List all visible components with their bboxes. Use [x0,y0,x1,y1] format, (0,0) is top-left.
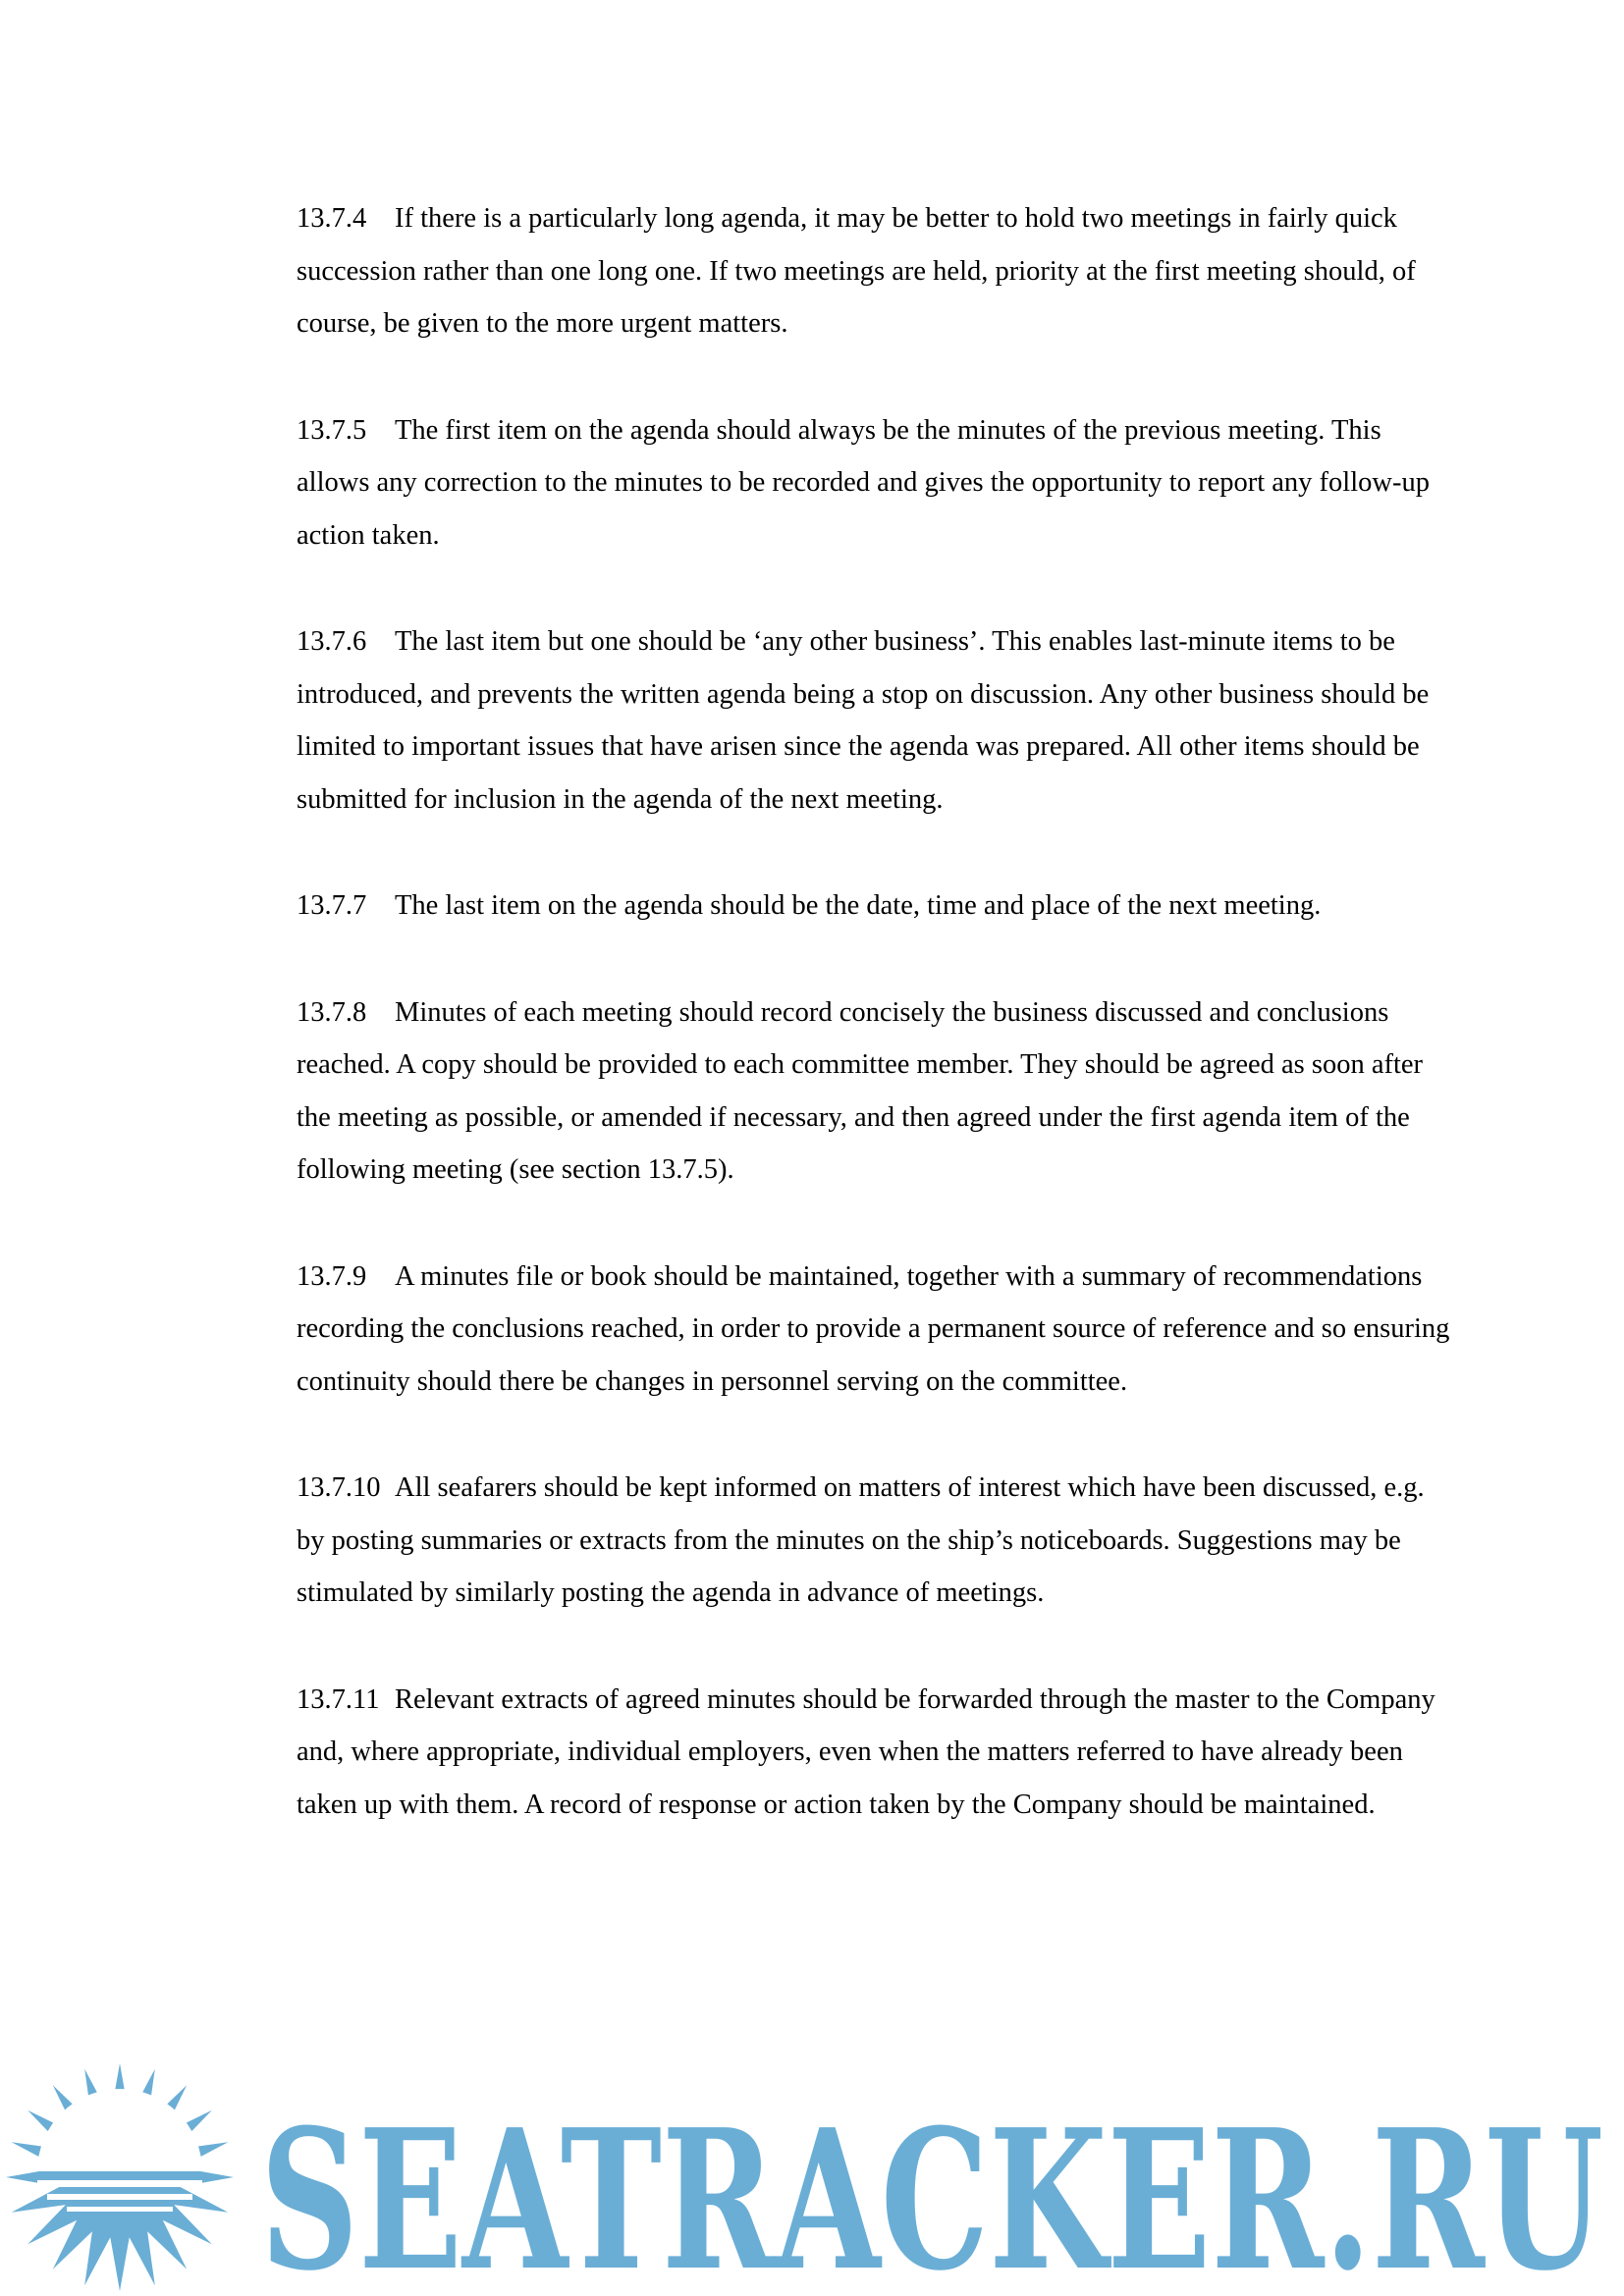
clause-13-7-5 [297,404,1455,562]
clause-number: 13.7.11 [297,1683,380,1715]
clause-number: 13.7.6 [297,626,367,657]
clause-text: The last item on the agenda should be the date, time and place of the next meeting. [395,890,1322,921]
clause-13-7-11 [297,1674,1455,1832]
watermark-text: SEATRACKER.RU [260,2088,1603,2296]
clause-text: A minutes file or book should be maintained, together with a summary of recommendations recording the conclusions reached, in order to provide a permanent source of reference and so ensuring continuity should there be changes in personnel serving on the committee. [297,1260,1450,1397]
watermark-banner [0,2061,1624,2296]
clause-number: 13.7.7 [297,890,367,921]
clause-number: 13.7.10 [297,1472,381,1503]
clause-text: All seafarers should be kept informed on matters of interest which have been discussed, e.g. by posting summaries or extracts from the minutes on the ship’s noticeboards. Suggestions may be stimulated by similarly posting the agenda in advance of meetings. [297,1472,1425,1608]
clause-text: The last item but one should be ‘any other business’. This enables last-minute items to be introduced, and prevents the written agenda being a stop on discussion. Any other business should be limited to important issues that have arisen since the agenda was prepared. All other items should be submitted for inclusion in the agenda of the next meeting. [297,626,1430,815]
clause-text: If there is a particularly long agenda, it may be better to hold two meetings in fairly quick succession rather than one long one. If two meetings are held, priority at the first meeting should, of course, be given to the more urgent matters. [297,203,1416,339]
clause-13-7-9 [297,1251,1455,1409]
clause-13-7-6 [297,615,1455,826]
clause-text: Relevant extracts of agreed minutes should be forwarded through the master to the Company and, where appropriate, individual employers, even when the matters referred to have already been taken up with them. A record of response or action taken by the Company should be maintained. [297,1683,1435,1820]
clause-text: Minutes of each meeting should record concisely the business discussed and conclusions reached. A copy should be provided to each committee member. They should be agreed as soon after the meeting as possible, or amended if necessary, and then agreed under the first agenda item of the following meeting (see section 13.7.5). [297,996,1424,1185]
clause-13-7-8 [297,987,1455,1197]
clause-13-7-7 [297,880,1455,933]
clause-text: The first item on the agenda should always be the minutes of the previous meeting. This allows any correction to the minutes to be recorded and gives the opportunity to report any follow-up action taken. [297,414,1430,551]
sun-burst-icon [6,2063,234,2291]
clause-number: 13.7.4 [297,203,367,234]
watermark-graphic [0,2061,1624,2296]
clause-13-7-10 [297,1462,1455,1620]
clause-13-7-4 [297,192,1455,350]
clause-number: 13.7.5 [297,414,367,446]
clause-number: 13.7.8 [297,996,367,1028]
clause-number: 13.7.9 [297,1260,367,1292]
document-body [297,192,1455,1885]
